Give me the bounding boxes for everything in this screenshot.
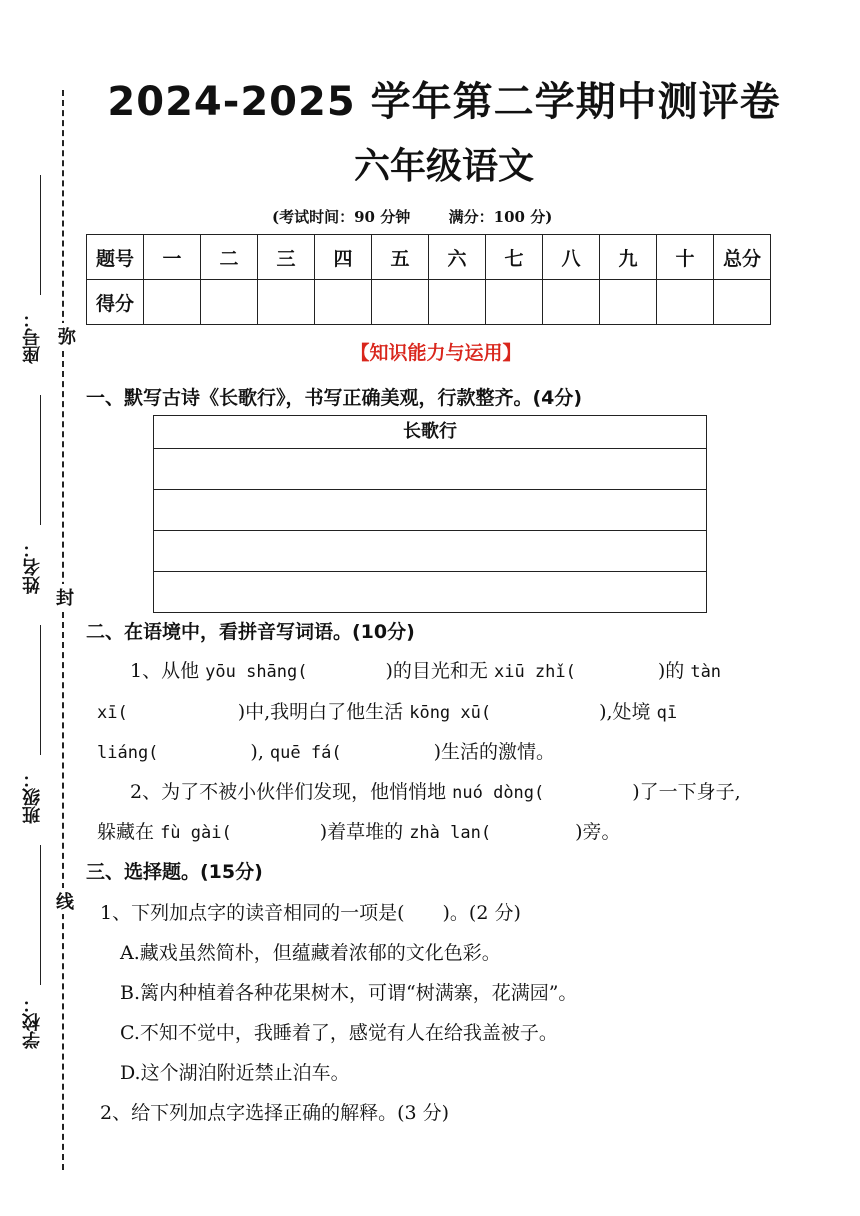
table-cell: 题号 (87, 235, 144, 280)
poem-writing-line[interactable] (154, 530, 706, 571)
choice-option-a[interactable]: A.藏戏虽然简朴，但蕴藏着浓郁的文化色彩。 (120, 942, 501, 964)
q2-line-3: liáng( ), quē fá( )生活的激情。 (97, 741, 555, 763)
page-title: 2024-2025 学年第二学期中测评卷 (107, 79, 781, 125)
score-input-cell[interactable] (543, 280, 600, 325)
seat-fill-line (40, 175, 41, 295)
seal-dashed-line (62, 90, 64, 1170)
poem-writing-line[interactable] (154, 489, 706, 530)
pinyin: xiū zhǐ( (493, 662, 576, 682)
pinyin: nuó dòng( (452, 783, 545, 803)
pinyin: yōu shāng( (205, 662, 308, 682)
score-table-score-row (87, 280, 771, 325)
table-cell: 六 (429, 235, 486, 280)
table-cell: 七 (486, 235, 543, 280)
pinyin: liáng( (97, 743, 159, 763)
class-label: 班级： (22, 770, 43, 824)
pinyin: tàn (690, 662, 722, 682)
choice-option-c[interactable]: C.不知不觉中，我睡着了，感觉有人在给我盖被子。 (120, 1022, 558, 1044)
score-input-cell[interactable] (144, 280, 201, 325)
table-cell: 得分 (87, 280, 144, 325)
score-input-cell[interactable] (657, 280, 714, 325)
school-fill-line (40, 845, 41, 985)
score-input-cell[interactable] (315, 280, 372, 325)
exam-time: (考试时间：90 分钟 (272, 208, 411, 226)
table-cell: 总分 (714, 235, 771, 280)
seal-char-feng: 封 (56, 584, 74, 610)
q2-line-5: 躲藏在 fù gài( )着草堆的 zhà lan( )旁。 (97, 821, 621, 843)
table-cell: 九 (600, 235, 657, 280)
pinyin: qī (656, 703, 678, 723)
table-cell: 十 (657, 235, 714, 280)
table-cell: 五 (372, 235, 429, 280)
poem-title: 长歌行 (403, 421, 457, 442)
school-label: 学校： (22, 995, 43, 1049)
exam-meta (272, 206, 552, 227)
score-table-header-row (87, 235, 771, 280)
table-cell: 四 (315, 235, 372, 280)
score-input-cell[interactable] (486, 280, 543, 325)
table-cell: 二 (201, 235, 258, 280)
question-2-title: 二、在语境中，看拼音写词语。(10分) (86, 621, 415, 643)
pinyin: fù gài( (160, 823, 232, 843)
q3-sub-question-1: 1、下列加点字的读音相同的一项是( )。(2 分) (100, 902, 521, 924)
poem-writing-line[interactable] (154, 571, 706, 612)
pinyin: zhà lan( (409, 823, 492, 843)
table-cell: 一 (144, 235, 201, 280)
score-table (86, 234, 771, 325)
seal-char-xian: 线 (56, 888, 74, 914)
score-input-cell[interactable] (201, 280, 258, 325)
poem-writing-box (153, 415, 707, 613)
score-input-cell[interactable] (714, 280, 771, 325)
pinyin: kōng xū( (409, 703, 492, 723)
choice-option-d[interactable]: D.这个湖泊附近禁止泊车。 (120, 1062, 350, 1084)
page-subtitle: 六年级语文 (353, 146, 534, 187)
question-1-title: 一、默写古诗《长歌行》，书写正确美观，行款整齐。(4分) (86, 387, 583, 409)
pinyin: quē fá( (269, 743, 342, 763)
score-input-cell[interactable] (429, 280, 486, 325)
class-fill-line (40, 625, 41, 755)
q3-sub-question-2: 2、给下列加点字选择正确的解释。(3 分) (100, 1102, 450, 1124)
question-3-title: 三、选择题。(15分) (86, 861, 263, 883)
table-cell: 八 (543, 235, 600, 280)
full-score: 满分：100 分) (448, 208, 553, 226)
score-input-cell[interactable] (258, 280, 315, 325)
score-input-cell[interactable] (600, 280, 657, 325)
seat-label: 座号： (22, 310, 43, 364)
name-fill-line (40, 395, 41, 525)
name-label: 姓名： (22, 540, 43, 594)
choice-option-b[interactable]: B.篱内种植着各种花果树木，可谓“树满寨，花满园”。 (120, 982, 578, 1004)
poem-writing-line[interactable] (154, 448, 706, 489)
score-input-cell[interactable] (372, 280, 429, 325)
table-cell: 三 (258, 235, 315, 280)
pinyin: xī( (97, 703, 128, 723)
seal-char-mi: 弥 (58, 323, 76, 349)
q2-line-4: 2、为了不被小伙伴们发现，他悄悄地 nuó dòng( )了一下身子, (130, 781, 741, 803)
q2-line-2: xī( )中,我明白了他生活 kōng xū( ),处境 qī (97, 701, 678, 723)
section-tag: 【知识能力与运用】 (350, 342, 522, 364)
q2-line-1: 1、从他 yōu shāng( )的目光和无 xiū zhǐ( )的 tàn (130, 660, 722, 682)
